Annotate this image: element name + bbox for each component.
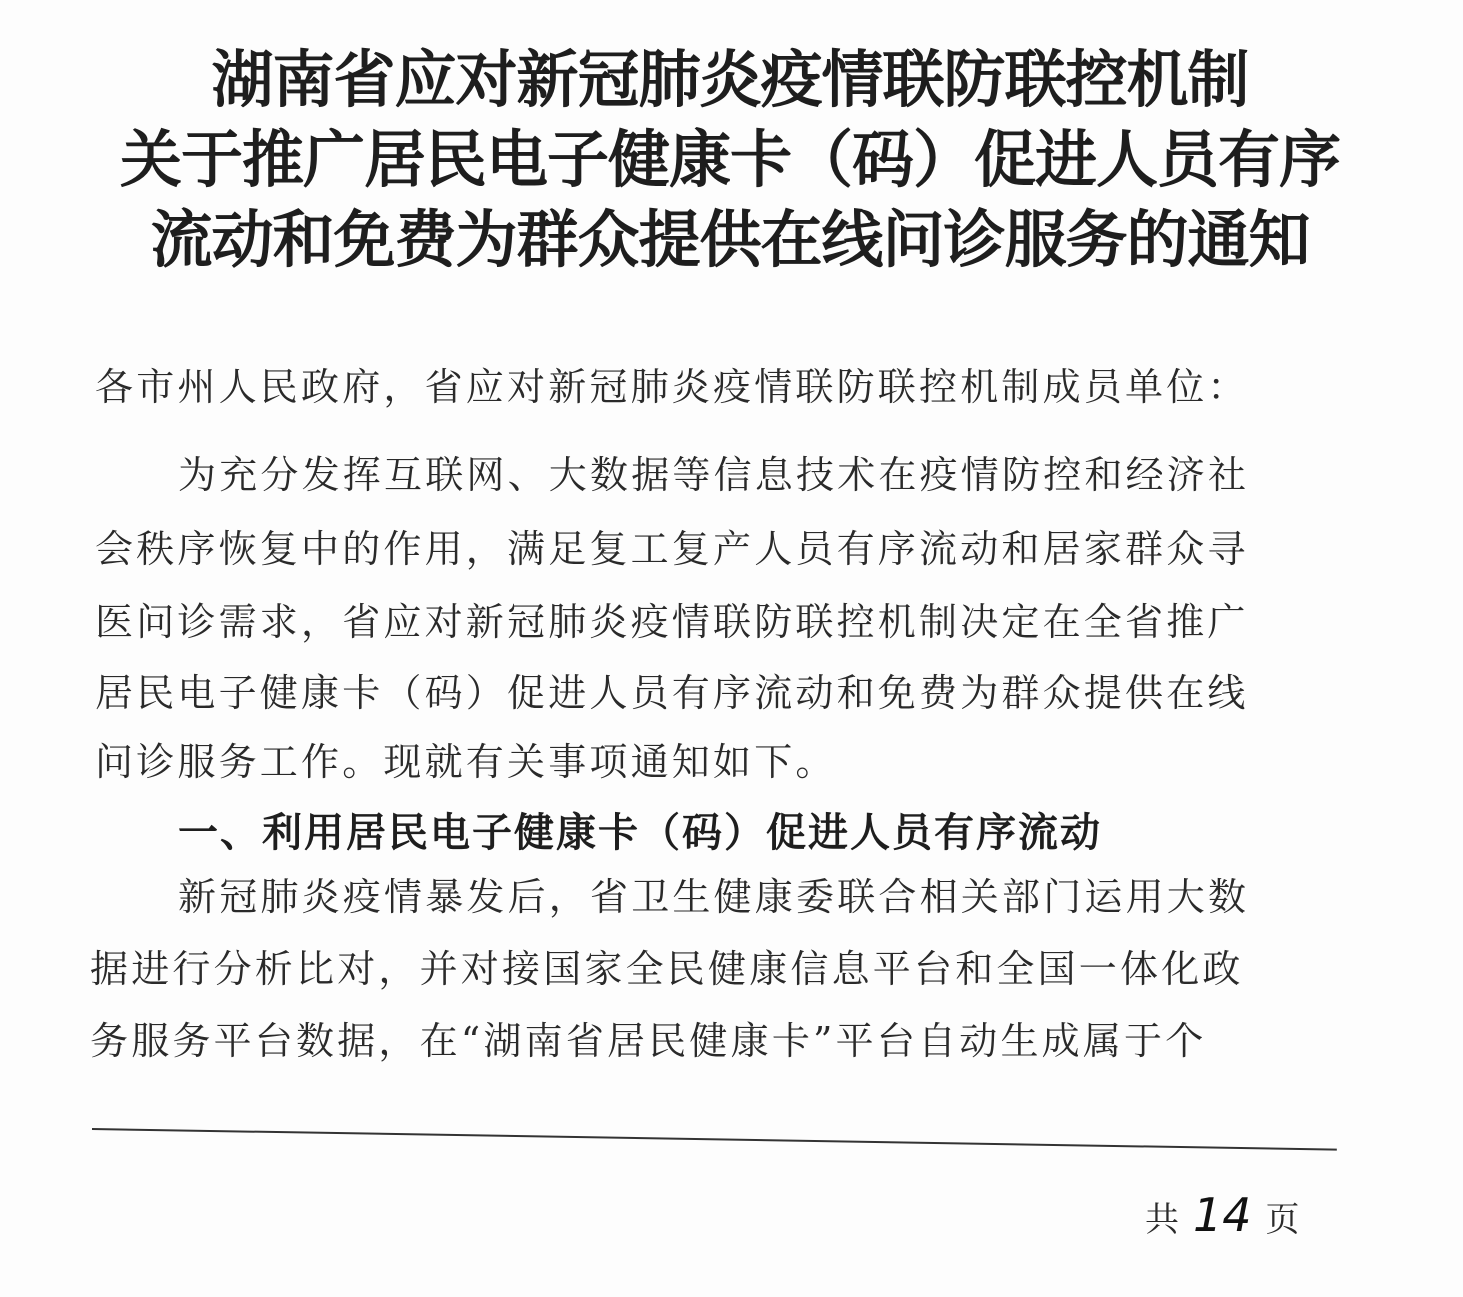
paragraph1-line-1: 为充分发挥互联网、大数据等信息技术在疫情防控和经济社 xyxy=(178,453,1250,497)
paragraph1-line-2: 会秩序恢复中的作用，满足复工复产人员有序流动和居家群众寻 xyxy=(95,527,1249,571)
paragraph2-line-1: 新冠肺炎疫情暴发后，省卫生健康委联合相关部门运用大数 xyxy=(178,875,1250,919)
page-count-footer xyxy=(1145,1190,1300,1245)
paragraph1-line-5: 问诊服务工作。现就有关事项通知如下。 xyxy=(95,740,837,784)
section-1-heading: 一、利用居民电子健康卡（码）促进人员有序流动 xyxy=(178,810,1102,856)
page-count-suffix: 页 xyxy=(1265,1200,1300,1240)
paragraph1-line-3: 医问诊需求，省应对新冠肺炎疫情联防联控机制决定在全省推广 xyxy=(95,600,1249,644)
paragraph2-line-2: 据进行分析比对，并对接国家全民健康信息平台和全国一体化政 xyxy=(90,947,1244,991)
page-count-prefix: 共 xyxy=(1145,1200,1179,1240)
document-title-line-2: 关于推广居民电子健康卡（码）促进人员有序 xyxy=(119,123,1340,196)
footer-divider xyxy=(92,1128,1337,1151)
paragraph1-line-4: 居民电子健康卡（码）促进人员有序流动和免费为群众提供在线 xyxy=(95,671,1249,715)
page-count-number: 14 xyxy=(1193,1188,1252,1242)
document-title-line-3: 流动和免费为群众提供在线问诊服务的通知 xyxy=(150,203,1310,276)
paragraph2-line-3: 务服务平台数据，在“湖南省居民健康卡”平台自动生成属于个 xyxy=(90,1019,1207,1063)
salutation: 各市州人民政府，省应对新冠肺炎疫情联防联控机制成员单位： xyxy=(95,365,1249,409)
document-title-line-1: 湖南省应对新冠肺炎疫情联防联控机制 xyxy=(211,43,1249,116)
